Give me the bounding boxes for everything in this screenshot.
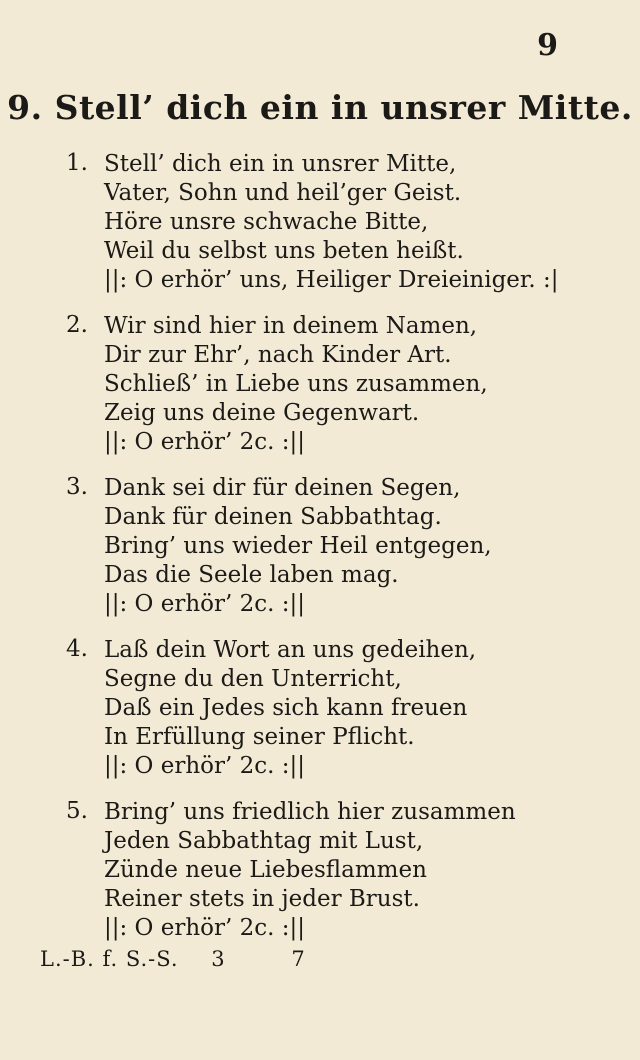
- verse-line: Dank sei dir für deinen Segen,: [104, 475, 461, 501]
- verse-5: [66, 798, 516, 943]
- verse-line: Zünde neue Liebesflammen: [104, 857, 427, 883]
- refrain-line: ||: O erhör’ 2c. :||: [104, 915, 305, 941]
- refrain-line: ||: O erhör’ uns, Heiliger Dreieiniger. :|: [104, 267, 559, 293]
- verse-number: 1.: [66, 150, 88, 176]
- verse-line: Segne du den Unterricht,: [104, 666, 402, 692]
- verse-4: [66, 636, 476, 781]
- verse-number: 4.: [66, 636, 88, 662]
- verse-line: Dir zur Ehr’, nach Kinder Art.: [104, 342, 452, 368]
- verse-line: Zeig uns deine Gegenwart.: [104, 400, 420, 426]
- hymn-title: 9. Stell’ dich ein in unsrer Mitte.: [7, 88, 633, 127]
- verse-line: Reiner stets in jeder Brust.: [104, 886, 420, 912]
- verse-number: 2.: [66, 312, 88, 338]
- verse-line: Jeden Sabbathtag mit Lust,: [104, 828, 424, 854]
- gathering-number: 3: [211, 947, 225, 971]
- verse-line: Wir sind hier in deinem Namen,: [104, 313, 478, 339]
- verse-1: [66, 150, 559, 295]
- verse-line: Dank für deinen Sabbathtag.: [104, 504, 442, 530]
- verse-line: Laß dein Wort an uns gedeihen,: [104, 637, 477, 663]
- verse-line: Stell’ dich ein in unsrer Mitte,: [104, 151, 457, 177]
- verse-line: Weil du selbst uns beten heißt.: [104, 238, 464, 264]
- verse-line: Vater, Sohn und heil’ger Geist.: [104, 180, 462, 206]
- signature-mark: L.-B. f. S.-S.: [40, 947, 179, 971]
- verse-line: Das die Seele laben mag.: [104, 562, 399, 588]
- verse-line: Höre unsre schwache Bitte,: [104, 209, 429, 235]
- verse-number: 5.: [66, 798, 88, 824]
- verse-3: [66, 474, 492, 619]
- verse-line: Bring’ uns friedlich hier zusammen: [104, 799, 516, 825]
- printer-signature-footer: [40, 947, 305, 971]
- refrain-line: ||: O erhör’ 2c. :||: [104, 591, 305, 617]
- verse-line: In Erfüllung seiner Pflicht.: [104, 724, 415, 750]
- verse-line: Daß ein Jedes sich kann freuen: [104, 695, 468, 721]
- verse-2: [66, 312, 488, 457]
- verse-line: Schließ’ in Liebe uns zusammen,: [104, 371, 488, 397]
- refrain-line: ||: O erhör’ 2c. :||: [104, 753, 305, 779]
- verse-line: Bring’ uns wieder Heil entgegen,: [104, 533, 492, 559]
- footer-number: 7: [291, 947, 305, 971]
- page-number: 9: [537, 28, 558, 63]
- verse-number: 3.: [66, 474, 88, 500]
- refrain-line: ||: O erhör’ 2c. :||: [104, 429, 305, 455]
